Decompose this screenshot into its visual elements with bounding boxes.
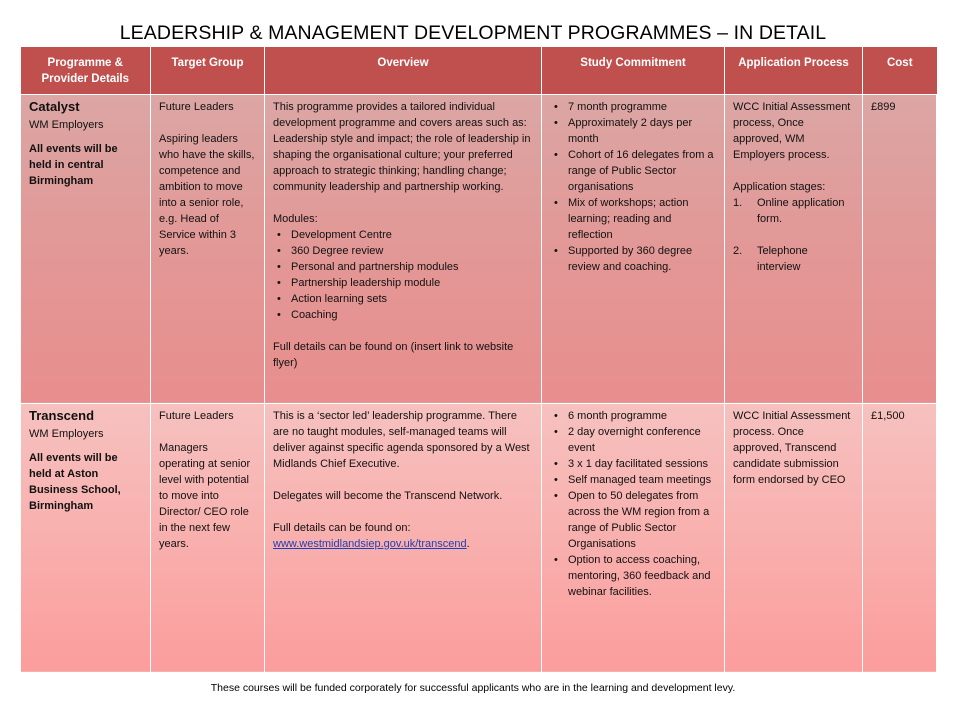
- column-header-overview: Overview: [265, 47, 542, 94]
- location-note: All events will be held in central Birmingham: [29, 142, 118, 187]
- footer-note: These courses will be funded corporately for successful applicants who are in the learning and development levy.: [210, 682, 736, 694]
- list-item: • Cohort of 16 delegates from a range of Public Sector organisations: [568, 147, 716, 195]
- study-commitment-cell: [542, 94, 725, 403]
- list-item: • Personal and partnership modules: [291, 259, 533, 275]
- table-header-row: [21, 47, 937, 94]
- programme-name: Catalyst: [29, 98, 80, 114]
- list-item: • Approximately 2 days per month: [568, 115, 716, 147]
- cost-cell: [863, 94, 937, 403]
- column-header-programme: Programme & Provider Details: [21, 47, 151, 94]
- list-item: • 7 month programme: [568, 99, 716, 115]
- application-stages-heading: Application stages:: [733, 180, 826, 193]
- details-text: Full details can be found on:: [273, 521, 411, 534]
- list-item: • 360 Degree review: [291, 243, 533, 259]
- column-header-study-commitment: Study Commitment: [542, 47, 725, 94]
- list-item: 1. Online application form.: [757, 195, 854, 227]
- table-row-catalyst: [21, 94, 937, 403]
- link-suffix: .: [466, 537, 470, 550]
- commitment-list: [550, 99, 716, 275]
- target-description: Aspiring leaders who have the skills, competence and ambition to move into a senior role, e.g. Head of Service within 3 years.: [159, 132, 255, 257]
- list-item: • 3 x 1 day facilitated sessions: [568, 456, 716, 472]
- target-title: Future Leaders: [159, 409, 234, 422]
- target-group-cell: [151, 403, 265, 673]
- cost-value: £1,500: [871, 409, 905, 422]
- page-title: LEADERSHIP & MANAGEMENT DEVELOPMENT PROGRAMMES – IN DETAIL: [119, 22, 827, 44]
- list-item: 2. Telephone interview: [757, 243, 854, 275]
- list-item: • Option to access coaching, mentoring, 360 feedback and webinar facilities.: [568, 552, 716, 600]
- overview-cell: [265, 94, 542, 403]
- target-description: Managers operating at senior level with potential to move into Director/ CEO role in the next few years.: [159, 441, 251, 550]
- list-item: • Self managed team meetings: [568, 472, 716, 488]
- application-stages-list: [733, 195, 854, 275]
- commitment-list: [550, 408, 716, 600]
- application-process-cell: [725, 403, 863, 673]
- application-process-cell: [725, 94, 863, 403]
- overview-intro: This programme provides a tailored individual development programme and covers areas such as:: [273, 100, 527, 129]
- overview-areas: Leadership style and impact; the role of leadership in shaping the organisational culture; your preferred approach to strategic thinking; handling change; community leadership and partnership working.: [273, 132, 531, 193]
- transcend-website-link[interactable]: www.westmidlandsiep.gov.uk/transcend: [273, 537, 467, 550]
- application-intro: WCC Initial Assessment process. Once approved, Transcend candidate submission form endorsed by CEO: [733, 409, 851, 486]
- details-link-line: [273, 536, 533, 552]
- table-row-transcend: [21, 403, 937, 673]
- target-group-cell: [151, 94, 265, 403]
- programme-cell: [21, 94, 151, 403]
- overview-paragraph-1: This is a ‘sector led’ leadership programme. There are no taught modules, self-managed teams will deliver against specific agenda sponsored by a West Midlands Chief Executive.: [273, 409, 530, 470]
- provider-name: WM Employers: [29, 118, 104, 131]
- cost-value: £899: [871, 100, 896, 113]
- location-note: All events will be held at Aston Business School, Birmingham: [29, 451, 121, 512]
- overview-paragraph-2: Delegates will become the Transcend Network.: [273, 489, 503, 502]
- target-title: Future Leaders: [159, 100, 234, 113]
- programme-name: Transcend: [29, 407, 95, 423]
- list-item: • Mix of workshops; action learning; reading and reflection: [568, 195, 716, 243]
- list-item: • Coaching: [291, 307, 533, 323]
- study-commitment-cell: [542, 403, 725, 673]
- programme-cell: [21, 403, 151, 673]
- column-header-cost: Cost: [863, 47, 937, 94]
- overview-cell: [265, 403, 542, 673]
- list-item: • Open to 50 delegates from across the WM region from a range of Public Sector Organisations: [568, 488, 716, 552]
- list-item: • Development Centre: [291, 227, 533, 243]
- list-item: • 2 day overnight conference event: [568, 424, 716, 456]
- details-text: Full details can be found on (insert link to website flyer): [273, 340, 514, 369]
- provider-name: WM Employers: [29, 427, 104, 440]
- modules-heading: Modules:: [273, 212, 318, 225]
- list-item: • Partnership leadership module: [291, 275, 533, 291]
- list-item: • 6 month programme: [568, 408, 716, 424]
- modules-list: [273, 227, 533, 323]
- programmes-table: [20, 47, 937, 673]
- cost-cell: [863, 403, 937, 673]
- column-header-target-group: Target Group: [151, 47, 265, 94]
- list-item: • Supported by 360 degree review and coaching.: [568, 243, 716, 275]
- list-item: • Action learning sets: [291, 291, 533, 307]
- application-intro: WCC Initial Assessment process, Once approved, WM Employers process.: [733, 100, 851, 161]
- column-header-application-process: Application Process: [725, 47, 863, 94]
